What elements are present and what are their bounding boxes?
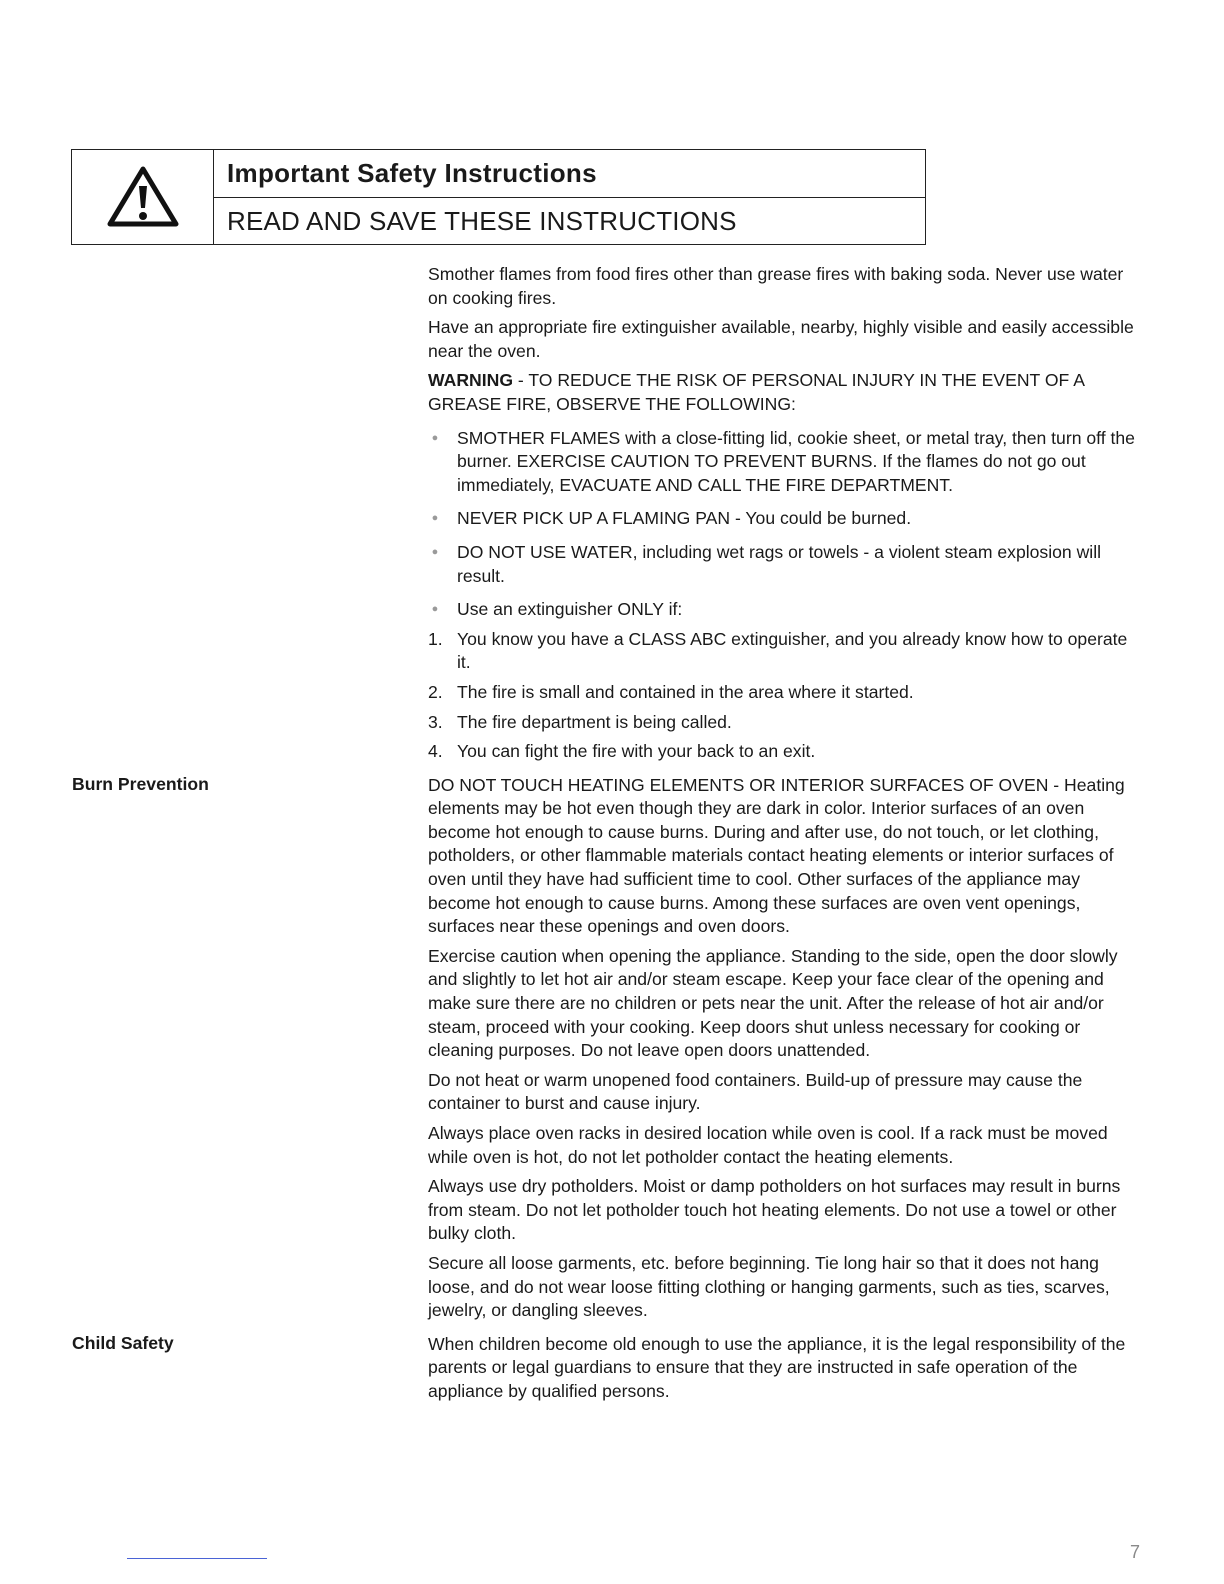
bullet-text: Use an extinguisher ONLY if: <box>457 599 683 620</box>
burn-paragraph-3: Do not heat or warm unopened food containers. Build-up of pressure may cause the container to burst and cause injury. <box>428 1069 1083 1114</box>
warning-label: WARNING <box>428 370 514 391</box>
bullet-item <box>428 427 1144 498</box>
bullet-item <box>428 541 1144 588</box>
fire-paragraph-2: Have an appropriate fire extinguisher available, nearby, highly visible and easily accessible near the oven. <box>428 317 1134 361</box>
burn-paragraph-6: Secure all loose garments, etc. before beginning. Tie long hair so that it does not hang loose, and do not wear loose fitting clothing or hanging garments, such as ties, scarves, jewelry, or dangling sleeves. <box>428 1252 1110 1321</box>
bullet-icon: ● <box>431 512 439 525</box>
section-label-child-safety: Child Safety <box>72 1332 174 1353</box>
fire-paragraph-1: Smother flames from food fires other than grease fires with baking soda. Never use water on cooking fires. <box>428 264 1124 308</box>
bullet-text: SMOTHER FLAMES with a close-fitting lid, cookie sheet, or metal tray, then turn off the burner. EXERCISE CAUTION TO PREVENT BURNS. If the flames do not go out immediately, EVACUATE AND CALL THE FIRE DEPARTMENT. <box>457 427 1135 495</box>
numbered-item <box>428 628 1144 675</box>
item-number: 3. <box>428 711 443 732</box>
burn-paragraph-4: Always place oven racks in desired location while oven is cool. If a rack must be moved while oven is hot, do not let potholder contact the heating elements. <box>428 1123 1108 1167</box>
bullet-icon: ● <box>431 545 439 558</box>
warning-triangle-icon <box>107 166 179 228</box>
page-number: 7 <box>1130 1542 1141 1562</box>
bullet-icon: ● <box>431 603 439 616</box>
warning-paragraph <box>428 369 1144 416</box>
burn-paragraph-5: Always use dry potholders. Moist or damp potholders on hot surfaces may result in burns from steam. Do not let potholder touch hot heating elements. Do not use a towel or other bulky cloth. <box>428 1176 1121 1244</box>
page-subtitle: READ AND SAVE THESE INSTRUCTIONS <box>227 205 737 236</box>
bullet-text: DO NOT USE WATER, including wet rags or towels - a violent steam explosion will result. <box>457 541 1102 586</box>
item-text: The fire is small and contained in the area where it started. <box>457 681 914 702</box>
numbered-item <box>428 711 1144 735</box>
item-text: The fire department is being called. <box>457 711 732 732</box>
page-title: Important Safety Instructions <box>214 150 925 198</box>
bullet-text: NEVER PICK UP A FLAMING PAN - You could be burned. <box>457 508 912 529</box>
bullet-item <box>428 598 1144 622</box>
numbered-item <box>428 740 1144 764</box>
item-text: You can fight the fire with your back to an exit. <box>457 741 816 762</box>
item-text: You know you have a CLASS ABC extinguisher, and you already know how to operate it. <box>457 628 1128 673</box>
body-column <box>428 263 1144 1410</box>
item-number: 2. <box>428 681 443 702</box>
numbered-item <box>428 681 1144 705</box>
bullet-icon: ● <box>431 431 439 444</box>
warning-text: - TO REDUCE THE RISK OF PERSONAL INJURY IN THE EVENT OF A GREASE FIRE, OBSERVE THE FOLLOWING: <box>428 370 1084 414</box>
burn-paragraph-2: Exercise caution when opening the appliance. Standing to the side, open the door slowly and slightly to let hot air and/or steam escape. Keep your face clear of the opening and make sure there are no children or pets near the unit. After the release of hot air and/or steam, proceed with your cooking. Keep doors shut unless necessary for cooking or cleaning purposes. Do not leave open doors unattended. <box>428 945 1118 1061</box>
item-number: 1. <box>428 628 443 649</box>
header-title-cell <box>214 150 925 244</box>
burn-paragraph-1: DO NOT TOUCH HEATING ELEMENTS OR INTERIOR SURFACES OF OVEN - Heating elements may be hot even though they are dark in color. Interior surfaces of an oven become hot enough to cause burns. During and after use, do not touch, or let clothing, potholders, or other flammable materials contact heating elements or interior surfaces of oven until they have had sufficient time to cool. Other surfaces of the appliance may become hot enough to cause burns. Among these surfaces are oven vent openings, surfaces near these openings and oven doors. <box>428 774 1125 937</box>
footer-divider <box>127 1558 267 1559</box>
child-paragraph-1: When children become old enough to use the appliance, it is the legal responsibility of the parents or legal guardians to ensure that they are instructed in safe operation of the appliance by qualified persons. <box>428 1333 1126 1401</box>
item-number: 4. <box>428 741 443 762</box>
section-label-burn-prevention: Burn Prevention <box>72 773 209 794</box>
header-box <box>71 149 926 245</box>
header-icon-cell <box>72 150 214 244</box>
bullet-item <box>428 507 1144 531</box>
